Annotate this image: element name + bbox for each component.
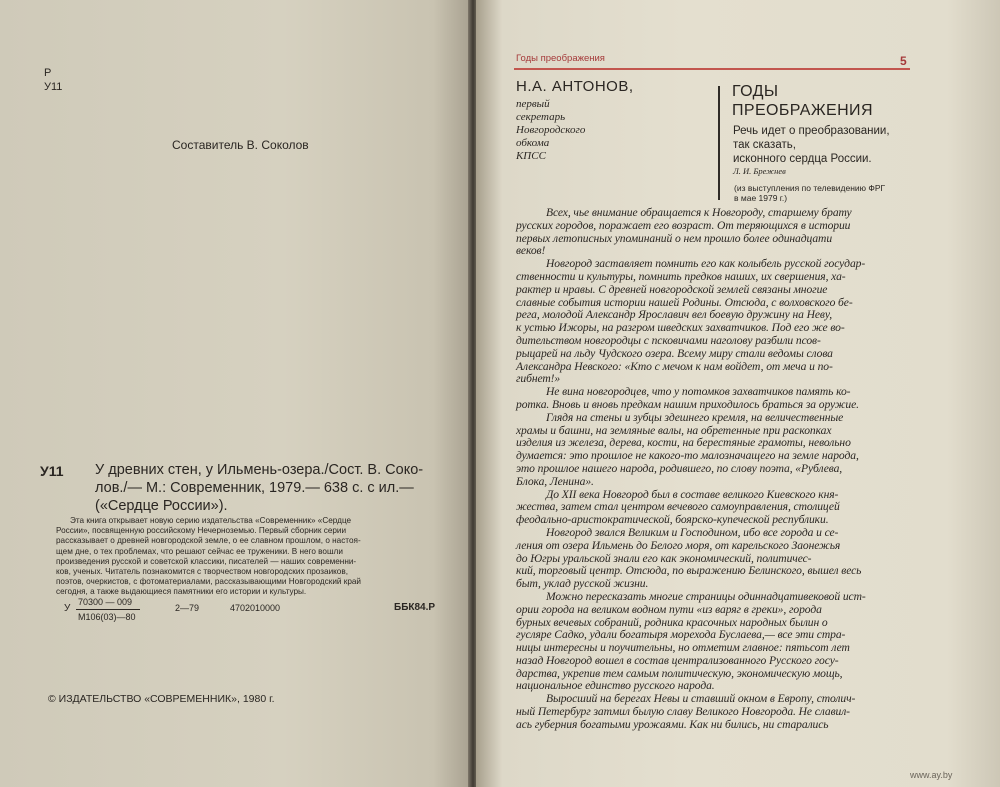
body-line: бурных вечевых собраний, родника красочных народных былин о: [516, 615, 828, 629]
body-line: Глядя на стены и зубцы здешнего кремля, на величественные: [546, 410, 844, 424]
body-line: Можно пересказать многие страницы одиннадцативековой ист-: [546, 589, 866, 603]
body-line: Всех, чье внимание обращается к Новгороду, старшему брату: [546, 206, 852, 219]
body-line: Не вина новгородцев, что у потомков захватчиков память ко-: [546, 385, 851, 399]
body-line: жества, затем стал центром вечевого самоуправления, столицей: [516, 500, 840, 514]
body-line: ницы интересны и поучительны, но отметим главное: пятьсот лет: [516, 641, 850, 655]
body-line: это прошлое нашего народа, родившего, по слову поэта, «Рублева,: [516, 461, 843, 475]
index-number: 4702010000: [230, 603, 281, 613]
body-line: ории города на великом водном пути «из варяг в греки», города: [516, 602, 822, 616]
body-line: Новгород заставляет помнить его как колыбель русской государ-: [546, 257, 866, 271]
epigraph: Речь идет о преобразовании, так сказать, исконного сердца России.: [733, 125, 890, 165]
annotation: Эта книга открывает новую серию издательства «Современник» «Сердце России», посвященную российскому Нечерноземью. Первый сборник серии рассказывает о древней новгородской земле, о ее славном прошлом, о настоя- щем дне, о тех проблемах, что решают сейчас ее труженики. В него вошли произведения русской и советской классики, писателей — наших современни- ков, ученых. Читатель познакомится с творчеством новгородских прозаиков, поэтов, очеркистов, с фотоматериалами, рассказывающими Новгородский край сегодня, а также выдающиеся памятники его истории и культуры.: [56, 516, 362, 597]
body-line: первых летописных упоминаний о нем прошло более одинадцати: [516, 231, 833, 245]
body-line: рактер и нравы. С древней новгородской землей связаны многие: [516, 282, 828, 296]
body-line: думается: это прошлое не какого-то малозначащего на земле народа,: [516, 449, 859, 463]
index-denominator: М106(03)—80: [78, 612, 136, 622]
bbk-code: ББК84.Р: [394, 602, 436, 613]
body-line: национальное единство русского народа.: [516, 679, 715, 693]
body-line: феодально-аристократической, боярско-купеческой республики.: [516, 513, 829, 527]
body-line: гусляре Садко, удали богатыря морехода Буслаева,— все эти стра-: [516, 628, 846, 642]
epigraph-author: Л. И. Брежнев: [733, 166, 786, 176]
title-vertical-rule: [718, 86, 720, 200]
index-fraction-line: [76, 609, 140, 610]
body-line: рега, молодой Александр Ярославич вел боевую дружину на Неву,: [516, 308, 833, 322]
body-line: ления от озера Ильмень до Белого моря, от карельского Заонежья: [516, 538, 841, 552]
body-line: до Югры уральской знали его как экономический, политичес-: [516, 551, 812, 565]
body-line: русских городов, поражает его возраст. От теряющихся в истории: [516, 218, 851, 232]
body-line: славные события истории нашей Родины. Отсюда, с волховского бе-: [516, 295, 853, 309]
body-line: дарства, укрепив тем самым политическую, экономическую мощь,: [516, 666, 843, 680]
article-body: [516, 207, 920, 732]
body-line: к устью Ижоры, на разгром шведских захватчиков. Под его же во-: [516, 321, 845, 335]
copyright-line: © ИЗДАТЕЛЬСТВО «СОВРЕМЕННИК», 1980 г.: [48, 693, 275, 705]
compiler-credit: Составитель В. Соколов: [172, 138, 309, 152]
body-line: ась губерния богатыми урожаями. Как ни бились, ни старались: [516, 717, 829, 731]
body-line: изделия из железа, дерева, кости, на берестяные грамоты, невольно: [516, 436, 851, 450]
body-line: быт, уклад русской жизни.: [516, 577, 649, 591]
page-number: 5: [900, 54, 907, 68]
index-letter: У: [64, 603, 71, 614]
body-line: дительством новгородцы с псковичами наголову разбили псов-: [516, 333, 821, 347]
index-year-code: 2—79: [175, 603, 200, 613]
body-line: Александра Невского: «Кто с мечом к нам войдет, от меча и по-: [516, 359, 833, 373]
catalog-code: У11: [40, 463, 64, 479]
body-line: Выросший на берегах Невы и ставший окном в Европу, столич-: [546, 692, 856, 706]
body-line: храмы и башни, на земляные валы, на обретенные при раскопках: [516, 423, 832, 437]
left-page: [0, 0, 471, 787]
article-title: ГОДЫ ПРЕОБРАЖЕНИЯ: [732, 83, 873, 119]
epigraph-source: (из выступления по телевидению ФРГ в мае 1979 г.): [734, 183, 886, 203]
body-line: гибнет!»: [516, 372, 561, 386]
running-head: Годы преображения: [516, 53, 605, 64]
body-line: ственности и культуры, помнить предков наших, их свершения, ха-: [516, 269, 846, 283]
body-line: Новгород звался Великим и Господином, ибо все города и се-: [546, 525, 839, 539]
body-line: До XII века Новгород был в составе великого Киевского кня-: [546, 487, 839, 501]
catalog-entry: У древних стен, у Ильмень-озера./Сост. В. Соко- лов./— М.: Современник, 1979.— 638 с. с ил.— («Сердце России»).: [95, 462, 424, 514]
body-line: ный Петербург затмил былую славу Великого Новгорода. Не славил-: [516, 705, 850, 719]
library-code: Р У11: [44, 67, 63, 93]
body-line: кий, торговый центр. Отсюда, по выражению Белинского, вышел весь: [516, 564, 862, 578]
watermark: www.ay.by: [910, 770, 953, 780]
author-title: первый секретарь Новгородского обкома КПСС: [516, 98, 586, 162]
author-name: Н.А. АНТОНОВ,: [516, 78, 634, 95]
body-line: назад Новгород вошел в состав централизованного Русского госу-: [516, 653, 839, 667]
body-line: рыцарей на льду Чудского озера. Всему миру стали ведомы слова: [516, 346, 833, 360]
body-line: ротка. Вновь и вновь предкам нашим приходилось браться за оружие.: [516, 397, 859, 411]
body-line: Блока, Ленина».: [516, 474, 594, 488]
index-numerator: 70300 — 009: [78, 597, 133, 607]
header-rule: [514, 68, 910, 70]
body-line: веков!: [516, 244, 546, 258]
